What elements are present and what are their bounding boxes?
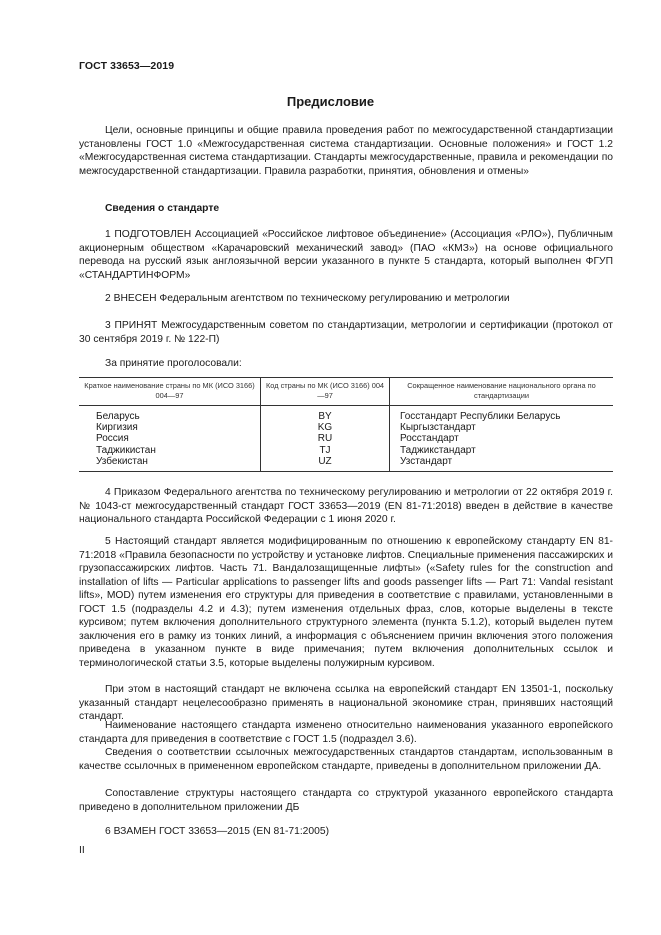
- item-5-note-c: Сведения о соответствии ссылочных межгосударственных стандартов стандартам, использованным в качестве ссылочных в примененном европейском стандарте, приведены в дополнительном приложении ДА.: [79, 747, 613, 772]
- item-6-paragraph: 6 ВЗАМЕН ГОСТ 33653—2015 (EN 81-71:2005): [105, 826, 330, 837]
- item-5-paragraph: 5 Настоящий стандарт является модифицированным по отношению к европейскому стандарту EN 81-71:2018 «Правила безопасности по устройству и установке лифтов. Специальные применения пассажирских и грузопассажирских лифтов. Часть 71. Вандалозащищенные лифты» («Safety rules for the construction and installation of lifts — Particular applications to passenger lifts and goods passenger lifts — Part 71: Vandal resistant lifts», MOD) путем изменения его структуры для приведения в соответствие с правилами, установленными в ГОСТ 1.5 (подразделы 4.2 и 4.3); путем изменения отдельных фраз, слов, которые выделены в тексте курсивом; путем включения дополнительного структурного элемента (пункта 5.1.2), который выделен путем заключения его в рамку из тонких линий, а информация с объяснением причин включения этого положения приведена в указанном пункте в виде примечания; путем включения дополнительных ссылок и терминологической статьи 3.5, которые выделены полужирным курсивом.: [79, 536, 613, 669]
- item-1-paragraph: 1 ПОДГОТОВЛЕН Ассоциацией «Российское лифтовое объединение» (Ассоциация «РЛО»), Публичным акционерным обществом «Карачаровский механический завод» (ПАО «КМЗ») на основе официального перевода на русский язык англоязычной версии указанного в пункте 5 стандарта, который выполнен ФГУП «СТАНДАРТИНФОРМ»: [79, 229, 613, 281]
- country-cell: Беларусь: [96, 411, 140, 422]
- votes-label: За принятие проголосовали:: [105, 358, 242, 369]
- votes-table: [79, 377, 613, 472]
- country-cell: Таджикистан: [96, 444, 156, 456]
- body-cell: Госстандарт Республики Беларусь: [390, 406, 614, 423]
- table-row: [79, 433, 613, 444]
- body-cell: Таджикстандарт: [390, 445, 614, 456]
- item-3-paragraph: 3 ПРИНЯТ Межгосударственным советом по стандартизации, метрологии и сертификации (протокол от 30 сентября 2019 г. № 122-П): [79, 320, 613, 345]
- country-cell: Киргизия: [96, 422, 138, 434]
- column-header-country: Краткое наименование страны по МК (ИСО 3166) 004—97: [79, 378, 261, 406]
- page-title: Предисловие: [286, 94, 375, 109]
- code-cell: UZ: [261, 456, 390, 472]
- body-cell: Узстандарт: [390, 456, 614, 472]
- document-id-header: ГОСТ 33653—2019: [79, 60, 175, 72]
- item-2-paragraph: 2 ВНЕСЕН Федеральным агентством по техническому регулированию и метрологии: [105, 293, 510, 304]
- code-cell: KG: [261, 422, 390, 433]
- code-cell: TJ: [261, 445, 390, 456]
- table-row: [79, 422, 613, 433]
- votes-table-header-row: [79, 378, 613, 406]
- item-5-note-b: Наименование настоящего стандарта изменено относительно наименования указанного европейского стандарта для приведения в соответствие с ГОСТ 1.5 (подраздел 3.6).: [79, 720, 613, 745]
- code-cell: RU: [261, 433, 390, 444]
- intro-paragraph: Цели, основные принципы и общие правила проведения работ по межгосударственной стандартизации установлены ГОСТ 1.0 «Межгосударственная система стандартизации. Основные положения» и ГОСТ 1.2 «Межгосударственная система стандартизации. Стандарты межгосударственные, правила и рекомендации по межгосударственной стандартизации. Правила разработки, принятия, обновления и отмены»: [79, 125, 613, 177]
- country-cell: Узбекистан: [96, 455, 148, 467]
- column-header-body: Сокращенное наименование национального органа по стандартизации: [390, 378, 614, 406]
- section-title: Сведения о стандарте: [105, 203, 220, 214]
- body-cell: Росстандарт: [390, 433, 614, 444]
- table-row: [79, 456, 613, 472]
- page-number: II: [79, 845, 85, 856]
- item-5-note-d: Сопоставление структуры настоящего стандарта со структурой указанного европейского стандарта приведено в дополнительном приложении ДБ: [79, 788, 613, 813]
- table-row: [79, 445, 613, 456]
- code-cell: BY: [261, 406, 390, 423]
- column-header-code: Код страны по МК (ИСО 3166) 004—97: [261, 378, 390, 406]
- item-5-note-a: При этом в настоящий стандарт не включена ссылка на европейский стандарт EN 13501-1, поскольку указанный стандарт нецелесообразно применять в национальной экономике стран, принявших настоящий стандарт.: [79, 684, 613, 722]
- table-row: [79, 406, 613, 423]
- item-4-paragraph: 4 Приказом Федерального агентства по техническому регулированию и метрологии от 22 октября 2019 г. № 1043-ст межгосударственный стандарт ГОСТ 33653—2019 (EN 81-71:2018) введен в действие в качестве национального стандарта Российской Федерации с 1 июня 2020 г.: [79, 487, 613, 525]
- country-cell: Россия: [96, 433, 129, 445]
- body-cell: Кыргызстандарт: [390, 422, 614, 433]
